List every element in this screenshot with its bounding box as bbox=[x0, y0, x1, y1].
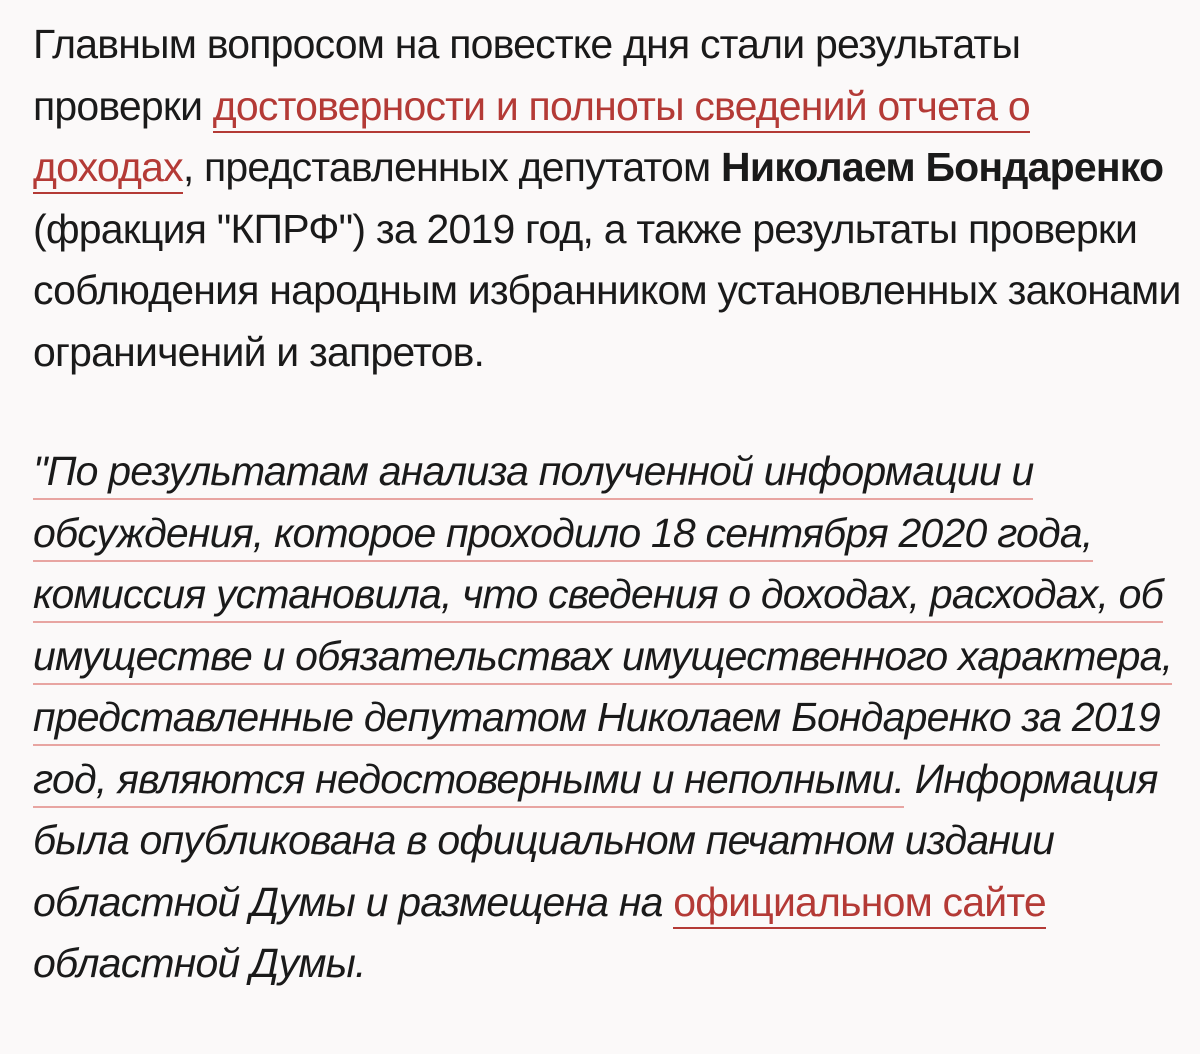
paragraph-text-after-link: , представленных депутатом bbox=[182, 144, 722, 190]
deputy-name: Николаем Бондаренко bbox=[721, 144, 1164, 190]
official-site-link[interactable]: официальном сайте bbox=[673, 879, 1046, 929]
paragraph-text-end: (фракция "КПРФ") за 2019 год, а также результаты проверки соблюдения народным избранником установленных законами ограничений и запретов. bbox=[33, 205, 1181, 375]
quote-text-middle: Информация была опубликована в официальном печатном издании областной Думы и размещена на bbox=[33, 755, 1158, 925]
lead-paragraph bbox=[33, 14, 1193, 383]
quote-highlighted-text: "По результатам анализа полученной информации и обсуждения, которое проходило 18 сентября 2020 года, комиссия установила, что сведения о доходах, расходах, об имуществе и обязательствах имущественного характера, представленные депутатом Николаем Бондаренко за 2019 год, являются недостоверными и неполными. bbox=[33, 448, 1172, 808]
quote-text-end: областной Думы. bbox=[33, 940, 366, 986]
income-report-link[interactable]: достоверности и полноты сведений отчета о доходах bbox=[33, 83, 1030, 195]
commission-quote bbox=[33, 441, 1193, 995]
paragraph-text-start: Главным вопросом на повестке дня стали результаты проверки bbox=[33, 21, 1021, 129]
article-body bbox=[33, 14, 1193, 995]
